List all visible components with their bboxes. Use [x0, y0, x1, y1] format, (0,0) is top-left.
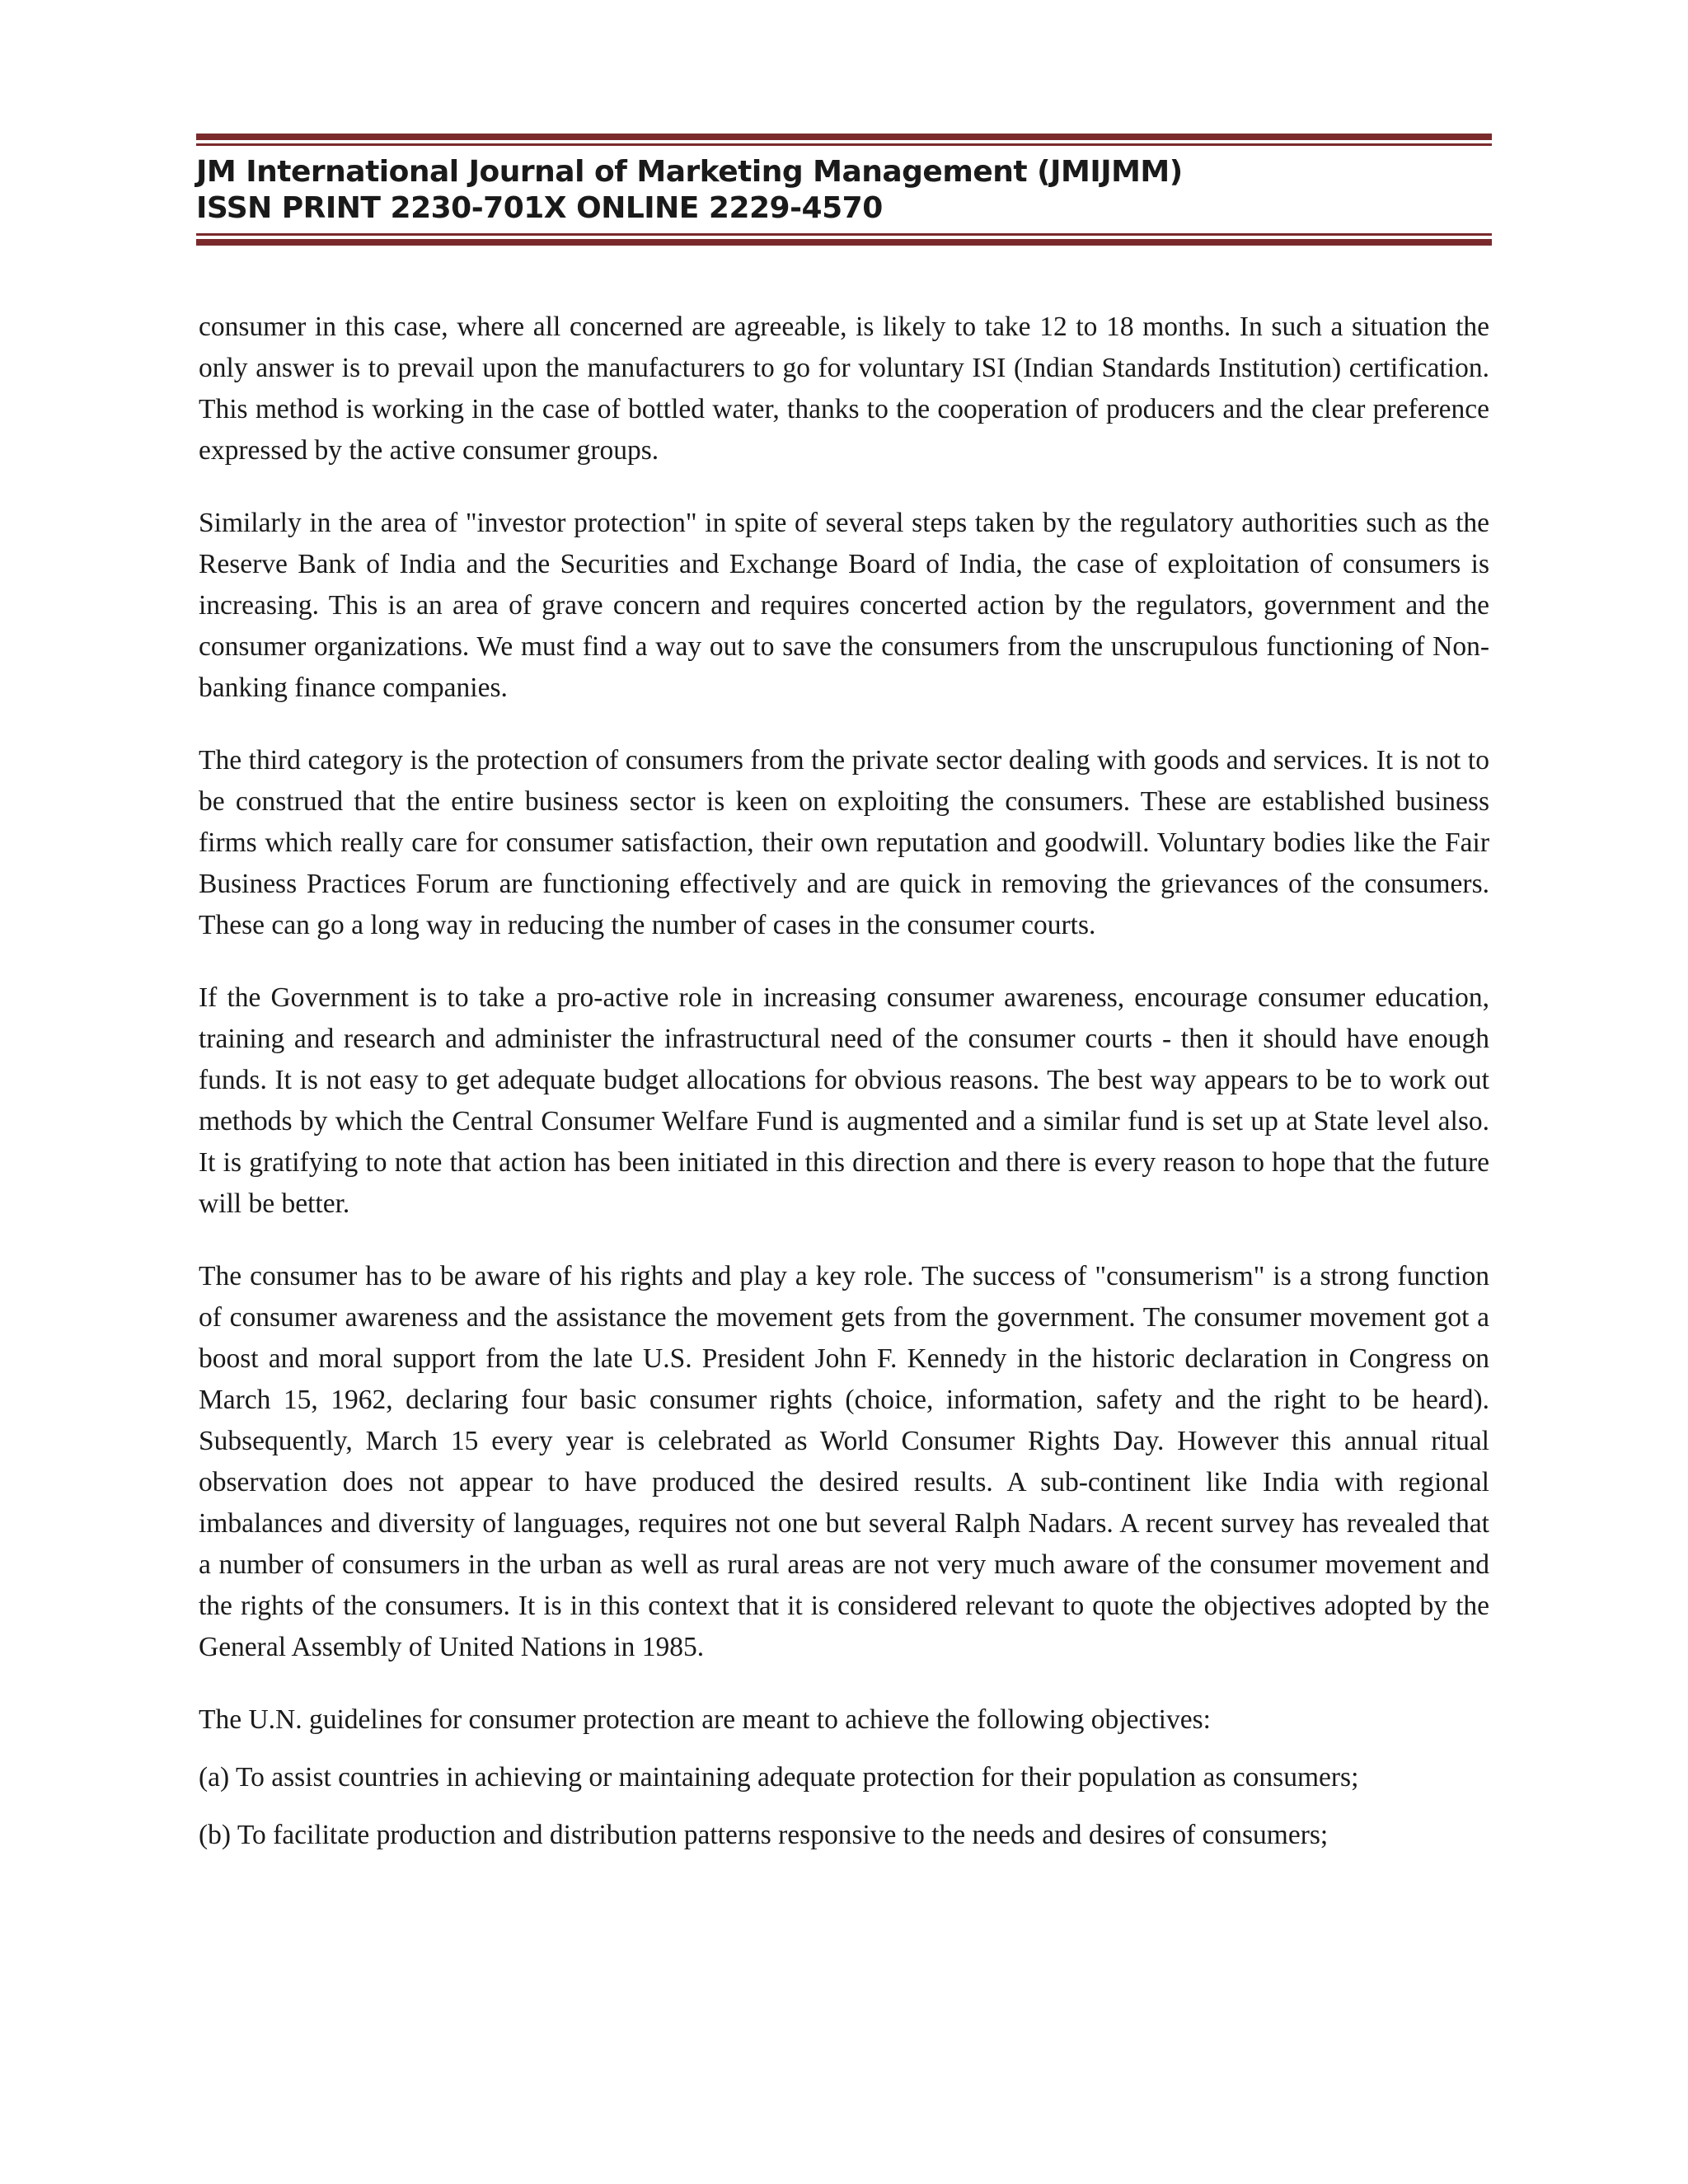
header-top-rule-thin: [196, 143, 1492, 146]
list-item-objective-b: (b) To facilitate production and distribution patterns responsive to the needs and desires of consumers;: [199, 1820, 1329, 1850]
paragraph-government-funds: If the Government is to take a pro-active role in increasing consumer awareness, encourage consumer education, training and research and administer the infrastructural need of the consumer courts - then it should have enough funds. It is not easy to get adequate budget allocations for obvious reasons. The best way appears to be to work out methods by which the Central Consumer Welfare Fund is augmented and a similar fund is set up at State level also. It is gratifying to note that action has been initiated in this direction and there is every reason to hope that the future will be better.: [199, 982, 1489, 1219]
journal-issn: ISSN PRINT 2230-701X ONLINE 2229-4570: [196, 191, 883, 225]
paragraph-investor-protection: Similarly in the area of "investor protection" in spite of several steps taken by the regulatory authorities such as the Reserve Bank of India and the Securities and Exchange Board of India, the case of exploitation of consumers is increasing. This is an area of grave concern and requires concerted action by the regulators, government and the consumer organizations. We must find a way out to save the consumers from the unscrupulous functioning of Non-banking finance companies.: [199, 508, 1489, 703]
list-item-objective-a: (a) To assist countries in achieving or maintaining adequate protection for their population as consumers;: [199, 1762, 1359, 1793]
paragraph-bottled-water: consumer in this case, where all concerned are agreeable, is likely to take 12 to 18 months. In such a situation the only answer is to prevail upon the manufacturers to go for voluntary ISI (Indian Standards Institution) certification. This method is working in the case of bottled water, thanks to the cooperation of producers and the clear preference expressed by the active consumer groups.: [199, 312, 1489, 466]
paragraph-un-guidelines-intro: The U.N. guidelines for consumer protection are meant to achieve the following objectives:: [199, 1704, 1211, 1735]
header-bottom-rule-thick: [196, 239, 1492, 246]
journal-header: [196, 134, 1492, 246]
paragraph-consumer-awareness: The consumer has to be aware of his rights and play a key role. The success of "consumerism" is a strong function of consumer awareness and the assistance the movement gets from the government. The consumer movement got a boost and moral support from the late U.S. President John F. Kennedy in the historic declaration in Congress on March 15, 1962, declaring four basic consumer rights (choice, information, safety and the right to be heard). Subsequently, March 15 every year is celebrated as World Consumer Rights Day. However this annual ritual observation does not appear to have produced the desired results. A sub-continent like India with regional imbalances and diversity of languages, requires not one but several Ralph Nadars. A recent survey has revealed that a number of consumers in the urban as well as rural areas are not very much aware of the consumer movement and the rights of the consumers. It is in this context that it is considered relevant to quote the objectives adopted by the General Assembly of United Nations in 1985.: [199, 1261, 1489, 1662]
article-body: [199, 307, 1489, 1872]
journal-title: JM International Journal of Marketing Management (JMIJMM): [196, 155, 1183, 189]
paragraph-private-sector: The third category is the protection of consumers from the private sector dealing with goods and services. It is not to be construed that the entire business sector is keen on exploiting the consumers. These are established business firms which really care for consumer satisfaction, their own reputation and goodwill. Voluntary bodies like the Fair Business Practices Forum are functioning effectively and are quick in removing the grievances of the consumers. These can go a long way in reducing the number of cases in the consumer courts.: [199, 745, 1489, 940]
header-top-rule-thick: [196, 134, 1492, 140]
